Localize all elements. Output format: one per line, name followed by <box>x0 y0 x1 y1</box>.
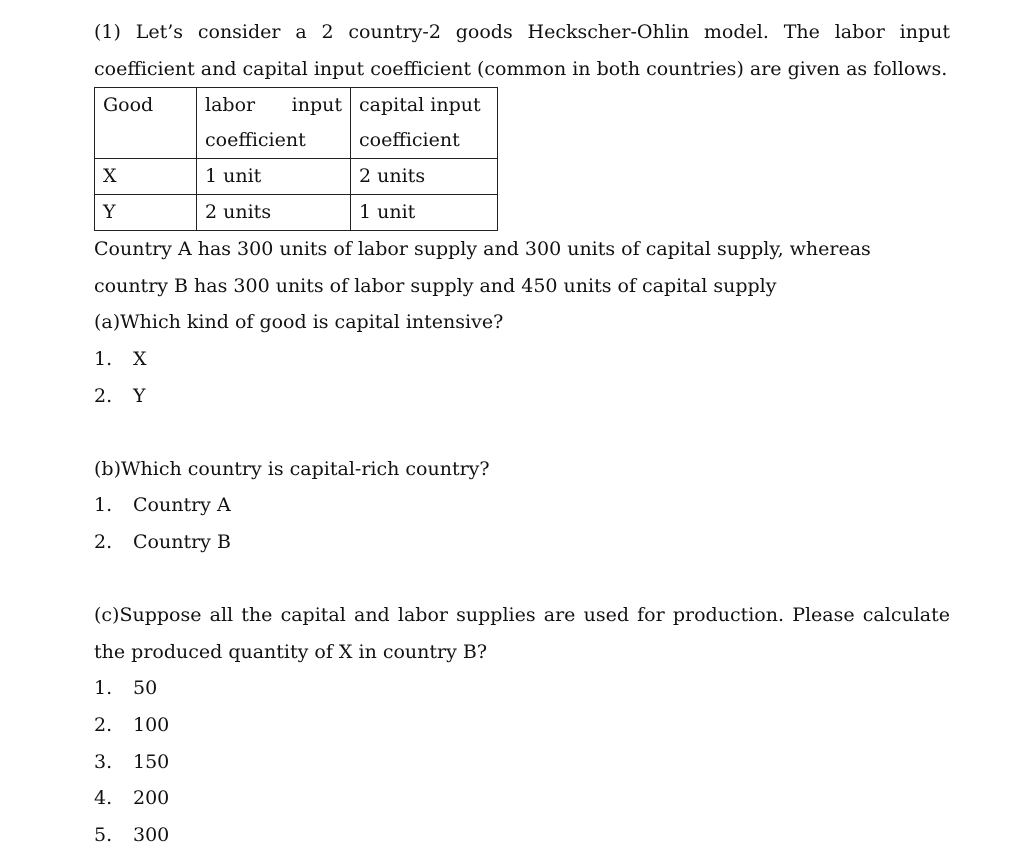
option <box>94 707 950 744</box>
option <box>94 670 950 707</box>
header-cell: capital input coefficient <box>351 88 498 159</box>
option <box>94 487 950 524</box>
option-value: Y <box>133 384 146 407</box>
table-row <box>95 159 498 195</box>
option-number: 5. <box>94 823 113 846</box>
option-number: 1. <box>94 494 113 517</box>
option-value: Country B <box>133 530 231 553</box>
option-number: 2. <box>94 384 113 407</box>
option-value: 300 <box>133 823 170 846</box>
question-b <box>94 451 950 561</box>
table-cell: 2 units <box>351 159 498 195</box>
header-cell: labor input coefficient <box>197 88 351 159</box>
question-text: (b)Which country is capital-rich country? <box>94 457 490 480</box>
option-value: 100 <box>133 713 170 736</box>
document <box>94 14 950 853</box>
option <box>94 744 950 781</box>
option-number: 1. <box>94 677 113 700</box>
question-text: (a)Which kind of good is capital intensive? <box>94 311 504 334</box>
option-number: 4. <box>94 787 113 810</box>
option <box>94 524 950 561</box>
option <box>94 817 950 854</box>
option-number: 1. <box>94 347 113 370</box>
question-text: (c)Suppose all the capital and labor supplies are used for production. Please calculate the produced quantity of X in country B? <box>94 604 950 663</box>
option <box>94 341 950 378</box>
option-value: 50 <box>133 677 158 700</box>
option <box>94 378 950 415</box>
table-header-row <box>95 88 498 159</box>
table-cell: 1 unit <box>197 159 351 195</box>
option-value: 150 <box>133 750 170 773</box>
option-number: 2. <box>94 530 113 553</box>
intro-paragraph: (1) Let’s consider a 2 country-2 goods Heckscher-Ohlin model. The labor input coefficient and capital input coefficient (common in both countries) are given as follows. <box>94 21 950 80</box>
header-cell: Good <box>95 88 197 159</box>
table-cell: Y <box>95 195 197 231</box>
option <box>94 780 950 817</box>
question-a <box>94 304 950 414</box>
option-number: 3. <box>94 750 113 773</box>
supply-paragraph: Country A has 300 units of labor supply and 300 units of capital supply, whereas country B has 300 units of labor supply and 450 units of capital supply <box>94 238 871 297</box>
table-row <box>95 195 498 231</box>
table-cell: 2 units <box>197 195 351 231</box>
table-cell: X <box>95 159 197 195</box>
option-value: X <box>133 347 147 370</box>
option-number: 2. <box>94 713 113 736</box>
question-c <box>94 597 950 853</box>
option-value: Country A <box>133 494 231 517</box>
table-cell: 1 unit <box>351 195 498 231</box>
coefficient-table <box>94 87 498 231</box>
option-value: 200 <box>133 787 170 810</box>
